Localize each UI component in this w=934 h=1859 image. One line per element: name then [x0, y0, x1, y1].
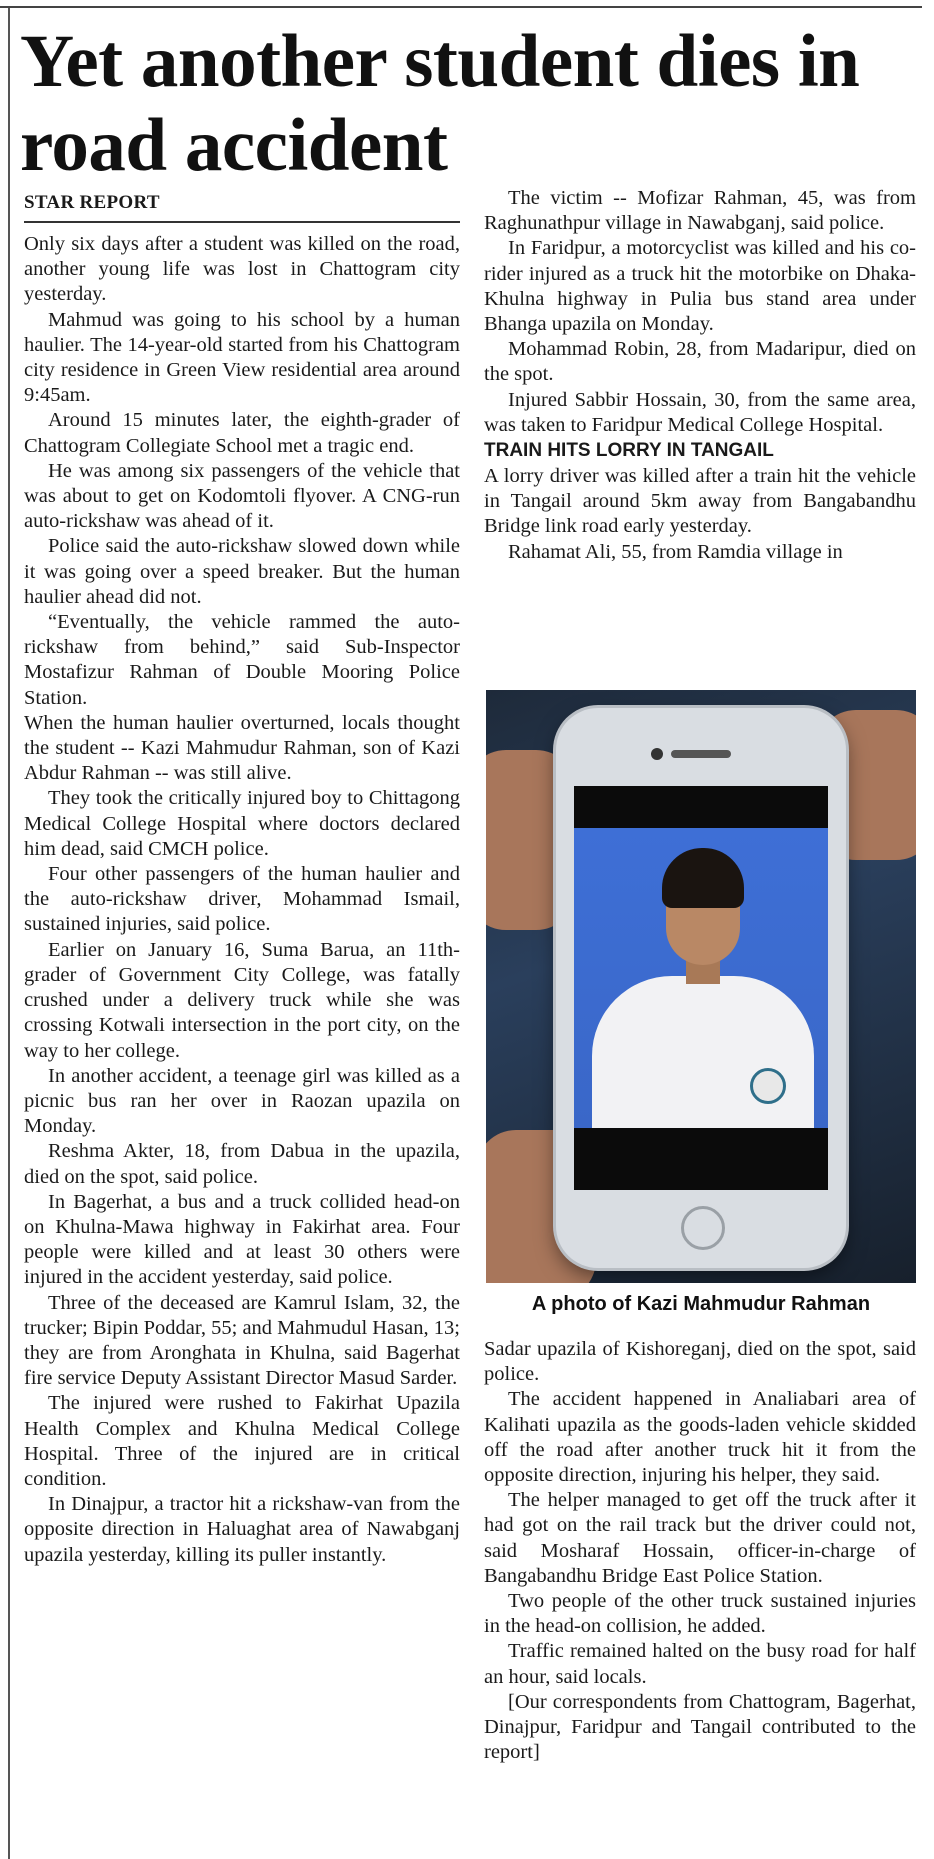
paragraph: “Eventually, the vehicle rammed the auto-rickshaw from behind,” said Sub-Inspector Mostafizur Rahman of Double Mooring Police Station.: [24, 611, 460, 709]
paragraph: The helper managed to get off the truck after it had got on the rail track but the driver could not, said Mosharaf Hossain, officer-in-charge of Bangabandhu Bridge East Police Station.: [484, 1489, 916, 1587]
paragraph: In Dinajpur, a tractor hit a rickshaw-van from the opposite direction in Haluaghat area of Nawabganj upazila yesterday, killing its puller instantly.: [24, 1493, 460, 1566]
subhead: TRAIN HITS LORRY IN TANGAIL: [484, 440, 774, 462]
paragraph: The accident happened in Analiabari area of Kalihati upazila as the goods-laden vehicle skidded off the road after another truck hit it from the opposite direction, injuring his helper, they said.: [484, 1388, 916, 1487]
paragraph: Four other passengers of the human haulier and the auto-rickshaw driver, Mohammad Ismail, sustained injuries, said police.: [24, 863, 460, 936]
paragraph: Rahamat Ali, 55, from Ramdia village in: [508, 540, 843, 563]
paragraph: When the human haulier overturned, locals thought the student -- Kazi Mahmudur Rahman, son of Kazi Abdur Rahman -- was still alive.: [24, 711, 460, 785]
byline: STAR REPORT: [24, 192, 160, 213]
phone-screen: [574, 786, 828, 1190]
paragraph: Sadar upazila of Kishoreganj, died on the spot, said police.: [484, 1338, 916, 1386]
right-column-bottom: [484, 1337, 916, 1765]
school-badge-icon: [750, 1068, 786, 1104]
paragraph: Mohammad Robin, 28, from Madaripur, died on the spot.: [484, 338, 916, 386]
top-rule: [0, 6, 922, 8]
portrait-hair: [662, 848, 744, 908]
paragraph: Two people of the other truck sustained injuries in the head-on collision, he added.: [484, 1590, 916, 1638]
news-photo: [486, 690, 916, 1283]
paragraph: Three of the deceased are Kamrul Islam, 32, the trucker; Bipin Poddar, 55; and Mahmudul Hasan, 13; they are from Aronghata in Khulna, said Bagerhat fire service Deputy Assistant Director Masud Sarder.: [24, 1291, 460, 1390]
left-column: [24, 232, 460, 1568]
paragraph: The injured were rushed to Fakirhat Upazila Health Complex and Khulna Medical College Hospital. Three of the injured are in critical condition.: [24, 1392, 460, 1490]
right-column-top: [484, 186, 916, 565]
photo-caption: A photo of Kazi Mahmudur Rahman: [531, 1293, 871, 1315]
paragraph: In another accident, a teenage girl was killed as a picnic bus ran her over in Raozan upazila on Monday.: [24, 1064, 460, 1138]
paragraph: The victim -- Mofizar Rahman, 45, was from Raghunathpur village in Nawabganj, said police.: [484, 187, 916, 235]
paragraph: Around 15 minutes later, the eighth-grader of Chattogram Collegiate School met a tragic end.: [24, 409, 460, 457]
paragraph: Mahmud was going to his school by a human haulier. The 14-year-old started from his Chattogram city residence in Green View residential area around 9:45am.: [24, 308, 460, 407]
paragraph: In Bagerhat, a bus and a truck collided head-on on Khulna-Mawa highway in Fakirhat area. Four people were killed and at least 30 others were injured in the accident yesterday, said police.: [24, 1190, 460, 1289]
phone-speaker: [671, 750, 731, 758]
headline: Yet another student dies in road accident: [20, 20, 860, 187]
byline-rule: [24, 221, 460, 223]
paragraph: In Faridpur, a motorcyclist was killed and his co-rider injured as a truck hit the motorbike on Dhaka-Khulna highway in Pulia bus stand area under Bhanga upazila on Monday.: [484, 237, 916, 336]
paragraph: Police said the auto-rickshaw slowed down while it was going over a speed breaker. But the human haulier ahead did not.: [24, 535, 460, 608]
paragraph: Injured Sabbir Hossain, 30, from the same area, was taken to Faridpur Medical College Hospital.: [484, 388, 916, 436]
phone-camera: [651, 748, 663, 760]
paragraph: Only six days after a student was killed on the road, another young life was lost in Chattogram city yesterday.: [24, 233, 460, 306]
paragraph: He was among six passengers of the vehicle that was about to get on Kodomtoli flyover. A CNG-run auto-rickshaw was ahead of it.: [24, 459, 460, 533]
phone: [556, 708, 846, 1268]
paragraph: Traffic remained halted on the busy road for half an hour, said locals.: [484, 1640, 916, 1688]
paragraph: They took the critically injured boy to Chittagong Medical College Hospital where doctors declared him dead, said CMCH police.: [24, 787, 460, 860]
paragraph: Reshma Akter, 18, from Dabua in the upazila, died on the spot, said police.: [24, 1140, 460, 1188]
side-rule: [8, 8, 10, 1859]
portrait-photo: [574, 828, 828, 1128]
paragraph: A lorry driver was killed after a train hit the vehicle in Tangail around 5km away from Bangabandhu Bridge link road early yesterday.: [484, 465, 916, 538]
paragraph: Earlier on January 16, Suma Barua, an 11th-grader of Government City College, was fatally crushed under a delivery truck while she was crossing Kotwali intersection in the port city, on the way to her college.: [24, 938, 460, 1062]
portrait-shirt: [592, 976, 814, 1128]
home-button-icon: [681, 1206, 725, 1250]
paragraph: [Our correspondents from Chattogram, Bagerhat, Dinajpur, Faridpur and Tangail contributed to the report]: [484, 1690, 916, 1764]
